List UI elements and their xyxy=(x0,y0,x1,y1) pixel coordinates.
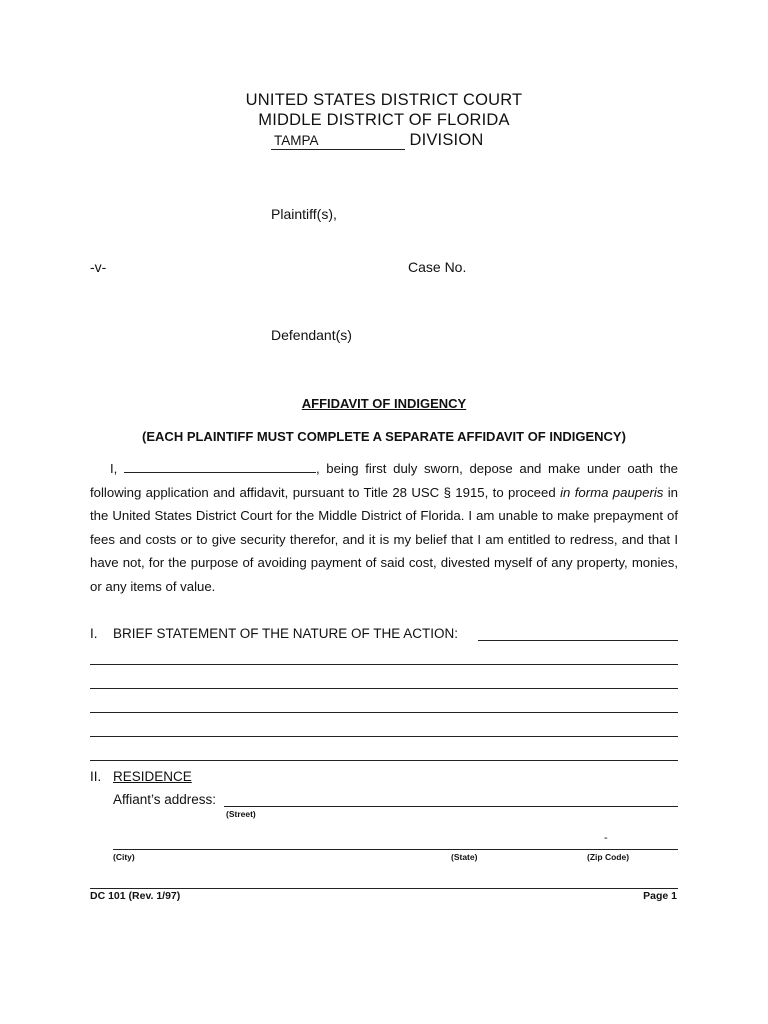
affiant-name-field[interactable] xyxy=(124,460,316,473)
intro-prefix: I, xyxy=(110,461,118,476)
action-line-4[interactable] xyxy=(90,712,678,713)
street-caption: (Street) xyxy=(226,809,256,819)
intro-rest: in the United States District Court for the Middle District of Florida. I am unable to make prepayment of fees and costs or to give security therefor, and it is my belief that I am entitled to redress, and that I have not, for the purpose of avoiding payment of said cost, divested myself of any property, monies, or any items of value. xyxy=(90,484,679,594)
section2-number: II. xyxy=(90,769,102,784)
intro-paragraph xyxy=(90,457,678,599)
zip-caption: (Zip Code) xyxy=(587,852,630,862)
intro-italic: in forma pauperis xyxy=(560,484,664,500)
action-line-2[interactable] xyxy=(90,664,678,665)
city-state-zip-field[interactable] xyxy=(113,849,678,850)
section2-heading: RESIDENCE xyxy=(113,769,192,784)
division-field[interactable]: TAMPA xyxy=(271,133,405,150)
street-field[interactable] xyxy=(224,806,678,807)
action-line-1[interactable] xyxy=(478,640,678,641)
state-caption: (State) xyxy=(451,852,478,862)
intro-body: , being first duly sworn, depose and make under oath the following application and affidavit, pursuant to Title 28 USC § 1915, to proceed xyxy=(90,461,678,500)
action-line-6[interactable] xyxy=(90,760,678,761)
form-id: DC 101 (Rev. 1/97) xyxy=(90,890,181,902)
plaintiff-label: Plaintiff(s), xyxy=(271,206,337,222)
action-line-5[interactable] xyxy=(90,736,678,737)
city-caption: (City) xyxy=(113,852,135,862)
district-name: MIDDLE DISTRICT OF FLORIDA xyxy=(258,111,510,129)
section1-label: BRIEF STATEMENT OF THE NATURE OF THE ACTION: xyxy=(113,626,459,641)
division-line xyxy=(271,131,483,150)
affidavit-title: AFFIDAVIT OF INDIGENCY xyxy=(301,396,467,411)
versus-label: -v- xyxy=(90,259,107,275)
court-name: UNITED STATES DISTRICT COURT xyxy=(245,91,523,109)
division-label: DIVISION xyxy=(409,131,484,149)
zip-dash: - xyxy=(604,832,608,844)
action-line-3[interactable] xyxy=(90,688,678,689)
affiant-address-label: Affiant’s address: xyxy=(113,792,217,807)
footer-divider xyxy=(90,888,678,889)
page-number: Page 1 xyxy=(643,890,677,902)
affidavit-subtitle: (EACH PLAINTIFF MUST COMPLETE A SEPARATE AFFIDAVIT OF INDIGENCY) xyxy=(142,429,626,444)
defendant-label: Defendant(s) xyxy=(271,327,352,343)
section1-number: I. xyxy=(90,626,98,641)
case-number-label: Case No. xyxy=(408,259,467,275)
